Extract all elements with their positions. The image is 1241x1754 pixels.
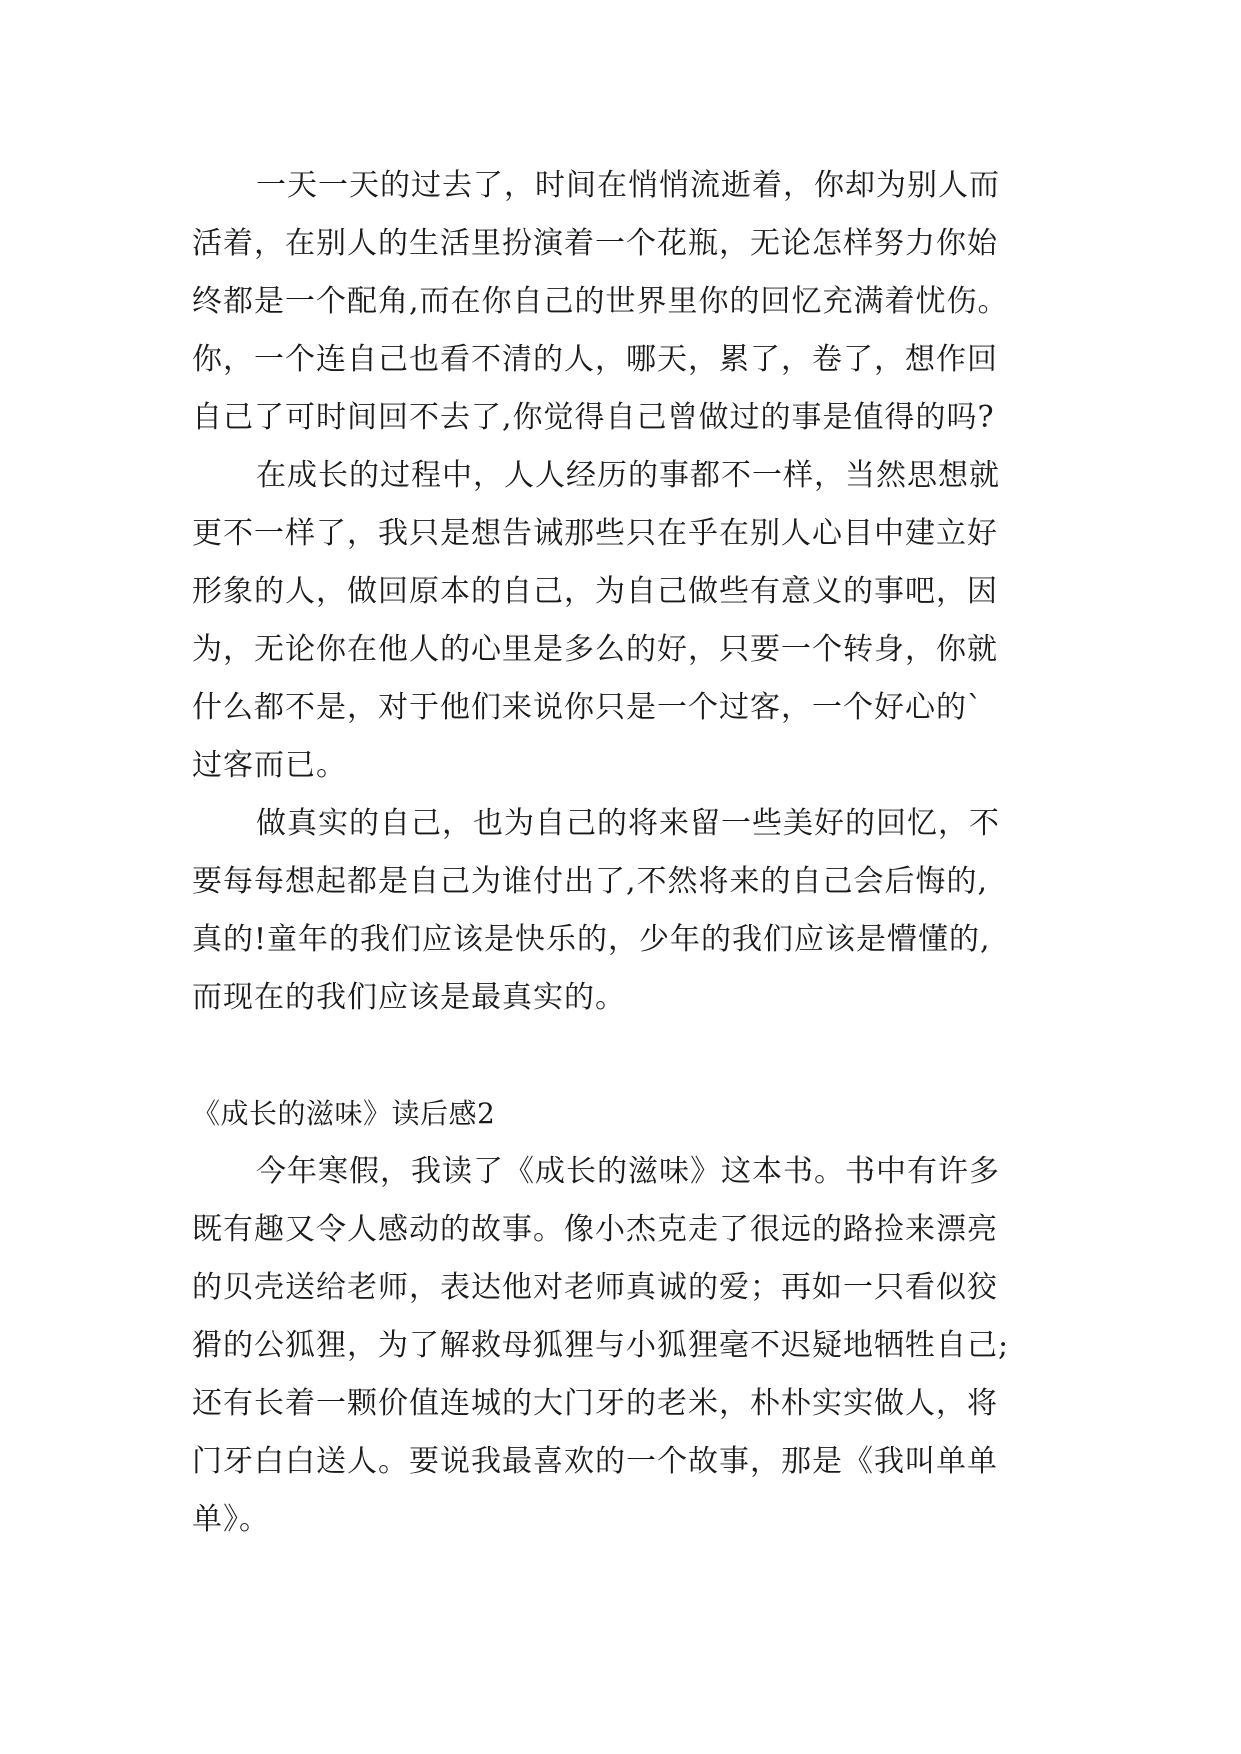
paragraph-line: 要每每想起都是自己为谁付出了,不然将来的自己会后悔的, xyxy=(192,864,989,899)
paragraph-line: 什么都不是，对于他们来说你只是一个过客，一个好心的` xyxy=(192,690,983,725)
paragraph-line: 在成长的过程中，人人经历的事都不一样，当然思想就 xyxy=(256,458,1000,493)
paragraph-line: 还有长着一颗价值连城的大门牙的老米，朴朴实实做人，将 xyxy=(192,1386,998,1421)
paragraph-line: 终都是一个配角,而在你自己的世界里你的回忆充满着忧伤。 xyxy=(192,284,1009,319)
paragraph-line: 过客而已。 xyxy=(192,748,347,783)
section-title: 《成长的滋味》读后感2 xyxy=(192,1097,496,1130)
paragraph-line: 门牙白白送人。要说我最喜欢的一个故事，那是《我叫单单 xyxy=(192,1444,998,1479)
paragraph-line: 既有趣又令人感动的故事。像小杰克走了很远的路捡来漂亮 xyxy=(192,1212,998,1247)
paragraph-line: 做真实的自己，也为自己的将来留一些美好的回忆，不 xyxy=(256,806,1000,841)
paragraph-line: 猾的公狐狸，为了解救母狐狸与小狐狸毫不迟疑地牺牲自己; xyxy=(192,1328,1010,1363)
paragraph-line: 为，无论你在他人的心里是多么的好，只要一个转身，你就 xyxy=(192,632,998,667)
paragraph-line: 一天一天的过去了，时间在悄悄流逝着，你却为别人而 xyxy=(256,168,1000,203)
paragraph-line: 而现在的我们应该是最真实的。 xyxy=(192,980,626,1015)
paragraph-line: 单》。 xyxy=(192,1502,270,1537)
paragraph-line: 更不一样了，我只是想告诫那些只在乎在别人心目中建立好 xyxy=(192,516,998,551)
paragraph-line: 真的!童年的我们应该是快乐的，少年的我们应该是懵懂的, xyxy=(192,922,991,957)
paragraph-line: 形象的人，做回原本的自己，为自己做些有意义的事吧，因 xyxy=(192,574,998,609)
paragraph-line: 你，一个连自己也看不清的人，哪天，累了，卷了，想作回 xyxy=(192,342,998,377)
paragraph-line: 自己了可时间回不去了,你觉得自己曾做过的事是值得的吗? xyxy=(192,400,995,435)
paragraph-line: 今年寒假，我读了《成长的滋味》这本书。书中有许多 xyxy=(256,1154,1000,1189)
paragraph-line: 活着，在别人的生活里扮演着一个花瓶，无论怎样努力你始 xyxy=(192,226,998,261)
paragraph-line: 的贝壳送给老师，表达他对老师真诚的爱；再如一只看似狡 xyxy=(192,1270,998,1305)
